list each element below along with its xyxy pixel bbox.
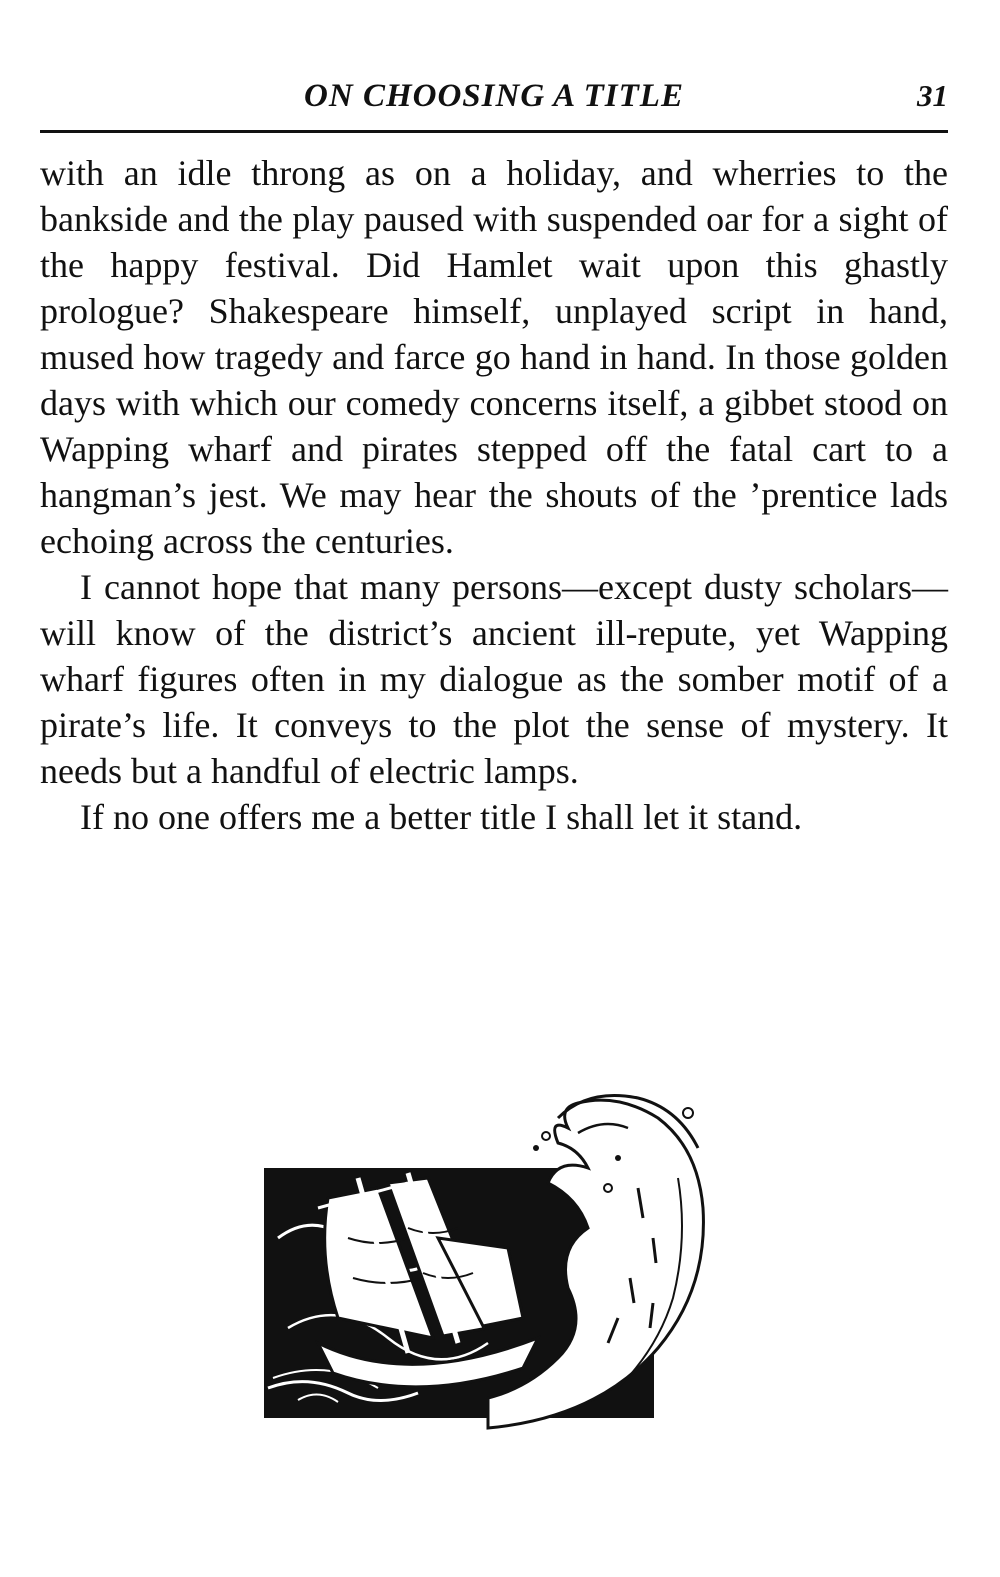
paragraph-1: with an idle throng as on a holiday, and wherries to the bankside and the play paused with suspended oar for a sight of the happy festival. Did Hamlet wait upon this ghastly prologue? Shakespeare himself, unplayed script in hand, mused how tragedy and farce go hand in hand. In those golden days with which our comedy concerns itself, a gibbet stood on Wapping wharf and pirates stepped off the fatal cart to a hangman’s jest. We may hear the shouts of the ’prentice lads echoing across the centuries.	[40, 153, 948, 561]
running-head	[40, 78, 948, 118]
paragraph-2: I cannot hope that many persons—except dusty scholars—will know of the district’s ancient ill-repute, yet Wapping wharf figures often in my dialogue as the somber motif of a pirate’s life. It conveys to the plot the sense of mystery. It needs but a handful of electric lamps.	[40, 567, 948, 791]
paragraph-3: If no one offers me a better title I shall let it stand.	[80, 797, 803, 837]
body-text	[40, 150, 948, 840]
ship-on-wave-icon	[258, 1088, 728, 1433]
page-number: 31	[917, 78, 948, 113]
running-title: ON CHOOSING A TITLE	[304, 78, 684, 114]
header-rule	[40, 130, 948, 133]
